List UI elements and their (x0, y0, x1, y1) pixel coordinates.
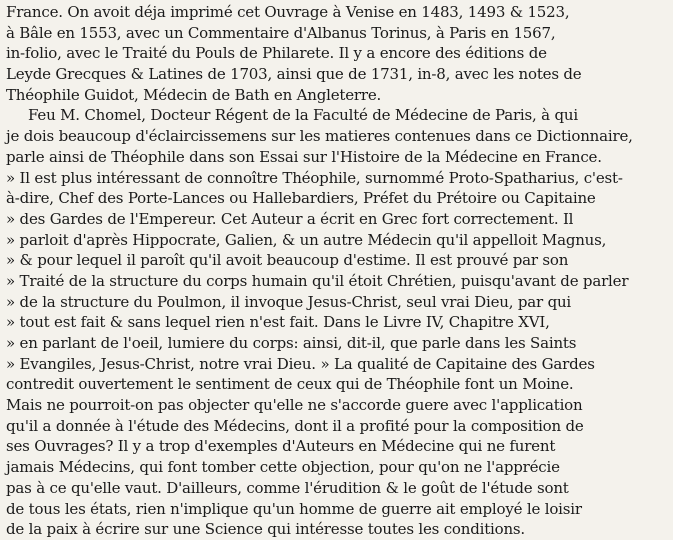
text-line-26: de la paix à écrire sur une Science qui intéresse toutes les conditions. (6, 520, 526, 539)
text-line-4: Leyde Grecques & Latines de 1703, ainsi que de 1731, in-8, avec les notes de (6, 65, 582, 84)
text-line-20: Mais ne pourroit-on pas objecter qu'elle ne s'accorde guere avec l'application (6, 396, 583, 415)
text-line-5: Théophile Guidot, Médecin de Bath en Angleterre. (6, 85, 382, 104)
text-line-13: » & pour lequel il paroît qu'il avoit beaucoup d'estime. Il est prouvé par son (6, 251, 569, 270)
text-line-7: je dois beaucoup d'éclaircissemens sur les matieres contenues dans ce Dictionnaire, (6, 127, 633, 146)
text-line-25: de tous les états, rien n'implique qu'un homme de guerre ait employé le loisir (6, 499, 582, 518)
text-line-2: à Bâle en 1553, avec un Commentaire d'Albanus Torinus, à Paris en 1567, (6, 23, 556, 42)
text-line-17: » en parlant de l'oeil, lumiere du corps: ainsi, dit-il, que parle dans les Saints (6, 334, 577, 352)
text-line-3: in-folio, avec le Traité du Pouls de Philarete. Il y a encore des éditions de (6, 44, 547, 63)
text-line-1: France. On avoit déja imprimé cet Ouvrage à Venise en 1483, 1493 & 1523, (6, 3, 570, 21)
document-text (6, 2, 670, 540)
text-line-15: » de la structure du Poulmon, il invoque Jesus-Christ, seul vrai Dieu, par qui (6, 292, 572, 311)
text-line-16: » tout est fait & sans lequel rien n'est fait. Dans le Livre IV, Chapitre XVI, (6, 313, 550, 332)
text-line-8: parle ainsi de Théophile dans son Essai sur l'Histoire de la Médecine en France. (6, 147, 602, 166)
text-line-12: » parloit d'après Hippocrate, Galien, & un autre Médecin qu'il appelloit Magnus, (6, 230, 607, 249)
text-line-21: qu'il a donnée à l'étude des Médecins, dont il a profité pour la composition de (6, 416, 584, 435)
text-line-9: » Il est plus intéressant de connoître Théophile, surnommé Proto-Spatharius, c'est- (6, 168, 623, 187)
text-line-6: Feu M. Chomel, Docteur Régent de la Faculté de Médecine de Paris, à qui (28, 106, 578, 125)
text-line-24: pas à ce qu'elle vaut. D'ailleurs, comme l'érudition & le goût de l'étude sont (6, 478, 569, 497)
text-line-19: contredit ouvertement le sentiment de ceux qui de Théophile font un Moine. (6, 375, 574, 394)
text-line-11: » des Gardes de l'Empereur. Cet Auteur a écrit en Grec fort correctement. Il (6, 209, 574, 228)
text-line-14: » Traité de la structure du corps humain qu'il étoit Chrétien, puisqu'avant de parler (6, 271, 629, 290)
text-line-22: ses Ouvrages? Il y a trop d'exemples d'Auteurs en Médecine qui ne furent (6, 437, 556, 456)
text-line-18: » Evangiles, Jesus-Christ, notre vrai Dieu. » La qualité de Capitaine des Gardes (6, 354, 595, 373)
text-line-10: à-dire, Chef des Porte-Lances ou Hallebardiers, Préfet du Prétoire ou Capitaine (6, 189, 596, 208)
text-line-23: jamais Médecins, qui font tomber cette objection, pour qu'on ne l'apprécie (6, 458, 560, 477)
